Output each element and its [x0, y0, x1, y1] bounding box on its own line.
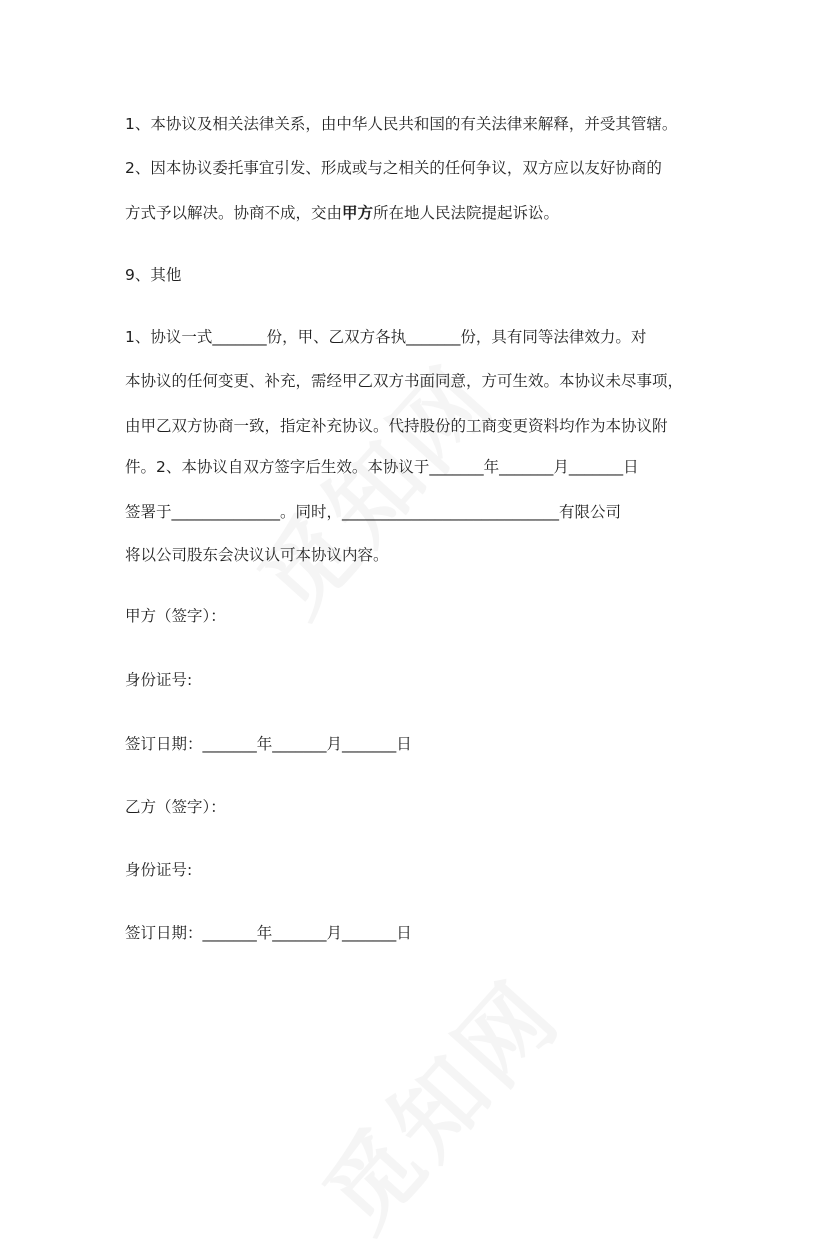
- party-a-date-label: 签订日期：_______年_______月_______日: [125, 735, 412, 753]
- party-b-signature-label: 乙方（签字）：: [125, 798, 226, 816]
- text-segment: 所在地人民法院提起诉讼。: [373, 204, 560, 222]
- text-segment: 方式予以解决。协商不成，交由: [125, 204, 343, 222]
- clause-law-paragraph: 1、本协议及相关法律关系，由中华人民共和国的有关法律来解释，并受其管辖。: [125, 115, 678, 133]
- party-a-id-label: 身份证号:: [125, 671, 193, 689]
- clause-copies-paragraph-cont: 由甲乙双方协商一致，指定补充协议。代持股份的工商变更资料均作为本协议附: [125, 417, 668, 435]
- section-heading-other: 9、其他: [125, 266, 182, 284]
- clause-dispute-paragraph: 2、因本协议委托事宜引发、形成或与之相关的任何争议，双方应以友好协商的: [125, 159, 662, 177]
- party-a-emphasis: 甲方: [342, 204, 374, 222]
- party-a-signature-label: 甲方（签字）：: [125, 607, 226, 625]
- party-b-id-label: 身份证号:: [125, 861, 193, 879]
- clause-copies-paragraph: 1、协议一式_______份，甲、乙双方各执_______份，具有同等法律效力。对: [125, 328, 647, 346]
- clause-copies-paragraph-cont: 本协议的任何变更、补充，需经甲乙双方书面同意，方可生效。本协议未尽事项，: [125, 372, 684, 390]
- clause-effective-paragraph-cont: 将以公司股东会决议认可本协议内容。: [125, 546, 389, 564]
- party-b-date-label: 签订日期：_______年_______月_______日: [125, 924, 412, 942]
- clause-effective-paragraph: 件。2、本协议自双方签字后生效。本协议于_______年_______月_______日: [125, 458, 639, 476]
- clause-dispute-paragraph-cont: [125, 202, 559, 224]
- clause-effective-paragraph-cont: 签署于______________。同时，____________________________有限公司: [125, 503, 622, 521]
